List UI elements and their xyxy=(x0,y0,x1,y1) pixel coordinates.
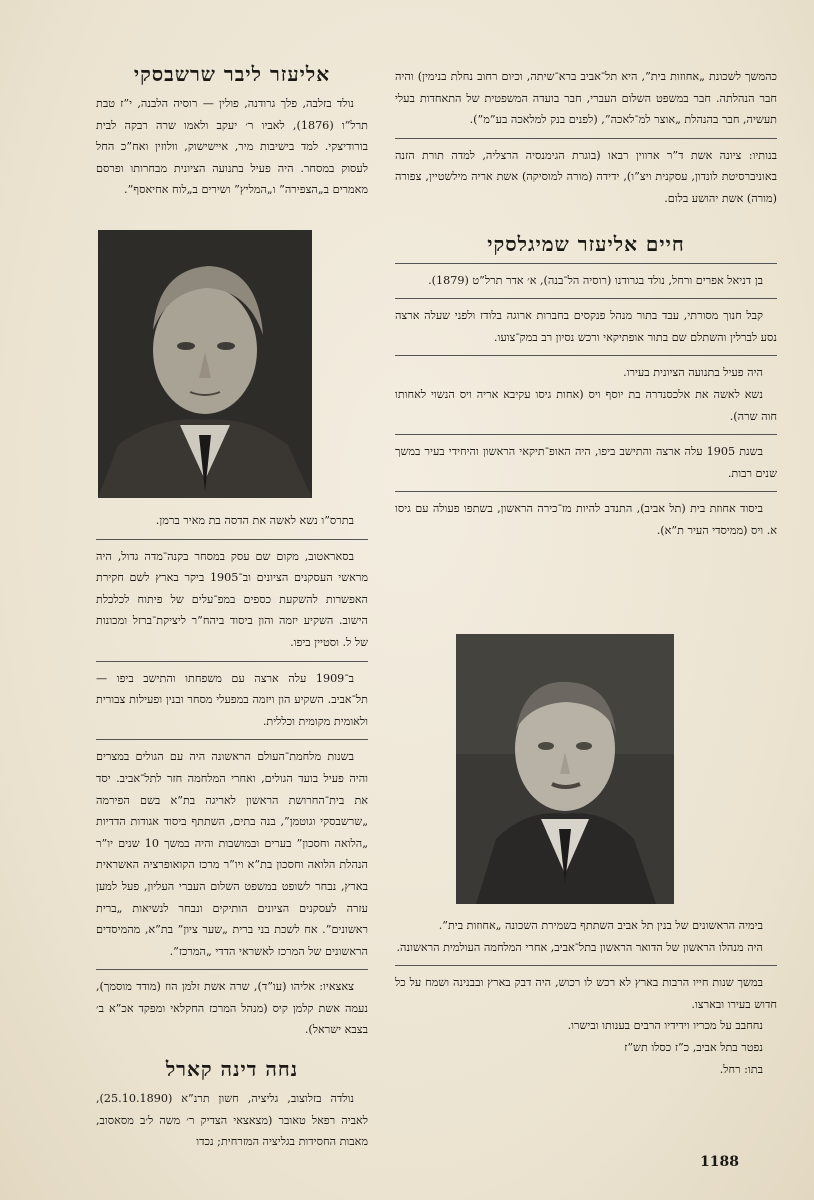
paragraph: נחחבב על מכריו וידידיו הרבים בענותו ובישרו. xyxy=(567,1019,763,1033)
right-column-bottom xyxy=(395,915,777,1080)
article-heading-chaim: חיים אליעזר שמיגלסקי xyxy=(487,231,685,256)
paragraph: נולדה בזלוצוב, גליציה, חשון תרנ”א (25.10.1890), לאביה רפאל טאובר (מצאצאי הצדיק ר׳ משה ל׳ב מסאסוב, מאבות החסידות בגליציה המזרחית; נכדו xyxy=(96,1092,368,1149)
paragraph: נפטר בתל אביב, כ”ז כסלו תש”ז xyxy=(624,1040,763,1054)
article-heading-nechama: נחה דינה קארל xyxy=(165,1057,299,1082)
paragraph: בימיה הראשונים של בנין תל אביב השתתף בשמירת השכונה „אחוזות בית”. xyxy=(438,919,763,932)
separator-rule xyxy=(395,965,777,966)
separator-rule xyxy=(96,539,368,540)
portrait-image xyxy=(98,230,312,498)
paragraph: בתרס”ו נשא לאשה את הדסה בת מאיר ברמן. xyxy=(155,514,354,527)
paragraph: צאצאיו: אליהו (עו”ד), שרה אשת זלמן הוז (מודד מוסמך), נעמה אשת קלמן קיס (מנהל המרכז החקלאי ומפקד אכ”א ב׳ בצבא ישראל). xyxy=(96,980,368,1037)
left-column xyxy=(96,62,368,201)
separator-rule xyxy=(96,969,368,970)
paragraph: היה מנהלו הראשון של הדואר הראשון בתל־אביב, אחרי המלחמה העולמית הראשונה. xyxy=(396,940,763,954)
paragraph: בשנות מלחמת־העולם הראשונה היה עם הגולים במצרים והיה פעיל בועד הגולים, ואחרי המלחמה חזר לתל־אביב. יסד את בית־החרושת הראשון לאריגה בת”א בשם הפירמה „שרשבסקי וגוטמן”, בנה בתים, השתתף ביסוד אגודות הדדיות „הלואה וחסכון” בערים ובמושבות והיה במשך 10 שנים יו”ר הנהלת הלואה וחסכון בת”א ויו”ר מרכז הקואופרציה האשראית בארץ, נבחר לשופט במשפט השלום העברי העליון, פעל למען עזרה לעסקנים הציונים הותיקים ונבחר לנשיאות „ברית ראשונים”. אח לשכת בני ברית „שער ציון” בת”א, מהמיסדים הראשונים של המרכז לאשראי הדדי „המרכז”. xyxy=(96,750,368,958)
paragraph: ב־1909 עלה ארצה עם משפחתו והתישב ביפו — תל־אביב. השקיע הון ויזמה במפעלי מסחר ובנין ופעילות צבורית ולאומית מקומית וכללית. xyxy=(96,671,368,728)
separator-rule xyxy=(395,355,777,356)
portrait-photo-chaim xyxy=(456,634,674,904)
intro-paragraph: נולד בזלבה, פלך גרודנה, פולין — רוסיה הלבנה, י”ז טבת תרל”ו (1876), לאביו ר׳ יעקב ולאמו שרה רבקה לבית בורודיצקי. למד בישיבות מיר, איישישוק, וולוזין ואח”כ החל לעסוק במסחר. היה פעיל בתנועה הציונית מבחרותו ופרסם מאמרים ב„הצפירה” ו„המליץ” ושירים ב„לוח אחיאסף”. xyxy=(96,97,368,197)
paragraph: קבל חנוך מסורתי, עבד בתור מנהל פנקסים בחברות ארוגה בלודז ולפני שעלה ארצה נסע לברלין והשתלם שם בתור אופתיקאי ורכש נסיון רב במק־צועו. xyxy=(395,309,777,344)
right-column xyxy=(395,66,777,542)
paragraph: בסאראטוב, מקום שם עסק במסחר בקנה־מדה גדול, היה מראשי העסקנים הציונים וב־1905 ביקר בארץ לשם חקירת האפשרות להשקעת כספים במפ־עלים של פיתוח לכלכלת הישוב. השקיע יזמה והון ביסוד ביהח”ר ליציקת־ברזל ומכונות של ל. וסטיין ביפו. xyxy=(96,549,368,649)
paragraph: בן דניאל אפרים ורחל, נולד בגרודנו (רוסיה הל־בנה), א׳ אדר תרל”ט (1879). xyxy=(428,273,763,287)
paragraph: נשא לאשה את אלכסנדרה בת יוסף ויס (אחות גיסו עקיבא אריה ויס הנשוי לאחותו חוה שרה). xyxy=(395,387,777,423)
intro-paragraph: כהמשך לשכונת „אחוזות בית”, היא תל־אביב ברא־שיתה, וכיום רחוב נחלת בנימין) והיה חבר הנהלתה. חבר במשפט השלום העברי, חבר בועדה המשפטית של התאחדות בעלי תעשיה, חבר בהנהלת „אוצר למ־לאכה”, (לפנים בנק למלאכה בע”מ”). xyxy=(395,70,777,127)
portrait-image xyxy=(456,634,674,904)
portrait-photo-eliezer xyxy=(98,230,312,498)
paragraph: בתו: רחל. xyxy=(719,1062,763,1076)
left-column-bottom xyxy=(96,510,368,1153)
paragraph: ביסוד אחוזת בית (תל אביב), התנדב להיות מז־כירה הראשון, בשתפו פעולה עם גיסו א. ויס (ממיסדי העיר ת”א). xyxy=(395,502,777,537)
page-number: 1188 xyxy=(700,1154,739,1170)
separator-rule xyxy=(395,138,777,139)
article-heading-eliezer: אליעזר ליבר שרשבסקי xyxy=(133,62,331,86)
separator-rule xyxy=(395,434,777,435)
paragraph: היה פעיל בתנועה הציונית בעירו. xyxy=(623,366,763,380)
daughters-paragraph: בנותיו: ציונה אשת ד”ר ארווין רבאו (בוגרת הגימנסיה הרצליה, למדה תורת הזנה באוניברסיטת לונדון, עסקנית ויצ”ו), ידידה (מורה למוסיקה) אשת אריה מילשטיין, צפורה (מורה) אשת יהושע בלום. xyxy=(395,148,777,205)
separator-rule xyxy=(395,298,777,299)
separator-rule xyxy=(96,661,368,662)
paragraph: בשנת 1905 עלה ארצה והתישב ביפו, היה האופ־תיקאי הראשון והיחידי בעיר במשך שנים רבות. xyxy=(395,445,777,480)
separator-rule xyxy=(395,263,777,264)
separator-rule xyxy=(96,739,368,740)
paragraph: במשך שנות חייו הרבות בארץ לא רכש לו רכוש, היה דבק בארץ ובבנינה ושמח על כל חדוש בעירו ובארצו. xyxy=(395,976,777,1011)
separator-rule xyxy=(395,491,777,492)
